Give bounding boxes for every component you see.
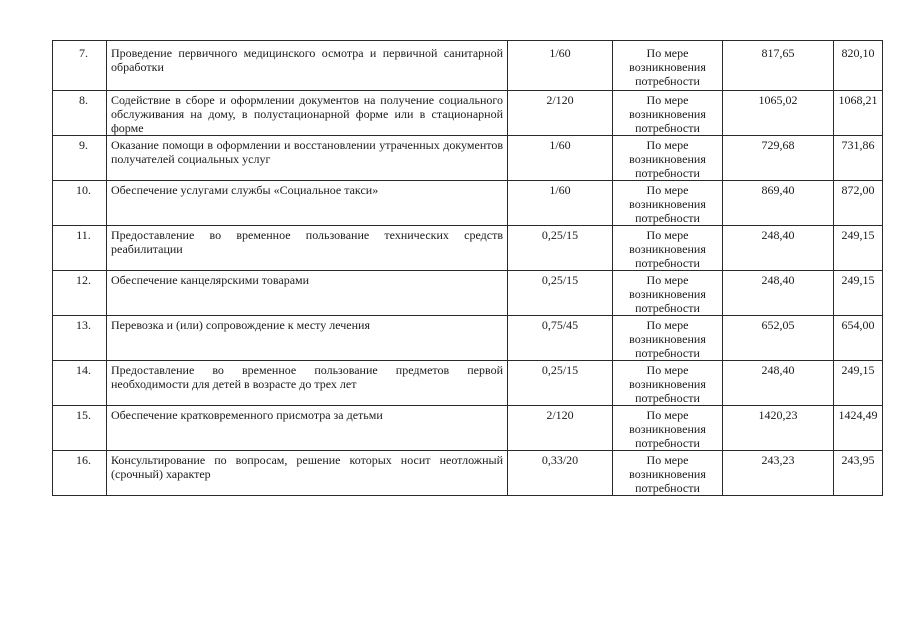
service-periodicity: По мере возникновения потребности [613,451,723,496]
tariff-price-2: 654,00 [834,316,883,361]
time-norm: 1/60 [508,41,613,91]
table-row [53,226,883,271]
service-name: Перевозка и (или) сопровождение к месту лечения [107,316,508,361]
service-periodicity: По мере возникновения потребности [613,361,723,406]
row-number: 13. [53,316,107,361]
row-number: 12. [53,271,107,316]
tariff-price-2: 249,15 [834,271,883,316]
tariff-price-1: 1420,23 [723,406,834,451]
table-row [53,361,883,406]
time-norm: 0,25/15 [508,271,613,316]
service-name: Предоставление во временное пользование предметов первой необходимости для детей в возрасте до трех лет [107,361,508,406]
tariff-price-1: 869,40 [723,181,834,226]
time-norm: 0,25/15 [508,361,613,406]
tariff-price-1: 1065,02 [723,91,834,136]
tariff-price-1: 248,40 [723,226,834,271]
service-name: Предоставление во временное пользование технических средств реабилитации [107,226,508,271]
service-name: Консультирование по вопросам, решение которых носит неотложный (срочный) характер [107,451,508,496]
tariff-price-2: 1424,49 [834,406,883,451]
row-number: 7. [53,41,107,91]
row-number: 9. [53,136,107,181]
tariff-price-1: 248,40 [723,361,834,406]
tariff-price-2: 249,15 [834,226,883,271]
tariff-price-1: 817,65 [723,41,834,91]
table-row [53,316,883,361]
tariff-price-2: 1068,21 [834,91,883,136]
row-number: 8. [53,91,107,136]
time-norm: 2/120 [508,91,613,136]
tariff-price-1: 248,40 [723,271,834,316]
table-row [53,41,883,91]
row-number: 11. [53,226,107,271]
service-periodicity: По мере возникновения потребности [613,226,723,271]
service-name: Проведение первичного медицинского осмотра и первичной санитарной обработки [107,41,508,91]
services-tariff-table [52,40,883,496]
tariff-price-2: 243,95 [834,451,883,496]
service-name: Содействие в сборе и оформлении документов на получение социального обслуживания на дому, в полустационарной форме или в стационарной форме [107,91,508,136]
service-periodicity: По мере возникновения потребности [613,91,723,136]
row-number: 15. [53,406,107,451]
table-row [53,91,883,136]
tariff-price-1: 729,68 [723,136,834,181]
table-row [53,271,883,316]
service-periodicity: По мере возникновения потребности [613,316,723,361]
service-name: Обеспечение кратковременного присмотра за детьми [107,406,508,451]
row-number: 16. [53,451,107,496]
service-periodicity: По мере возникновения потребности [613,181,723,226]
tariff-price-2: 249,15 [834,361,883,406]
time-norm: 1/60 [508,136,613,181]
time-norm: 2/120 [508,406,613,451]
time-norm: 0,75/45 [508,316,613,361]
service-name: Обеспечение канцелярскими товарами [107,271,508,316]
service-periodicity: По мере возникновения потребности [613,136,723,181]
tariff-price-2: 731,86 [834,136,883,181]
row-number: 10. [53,181,107,226]
service-periodicity: По мере возникновения потребности [613,406,723,451]
service-periodicity: По мере возникновения потребности [613,41,723,91]
tariff-price-1: 652,05 [723,316,834,361]
tariff-price-1: 243,23 [723,451,834,496]
table-body [53,41,883,496]
table-row [53,181,883,226]
time-norm: 0,25/15 [508,226,613,271]
tariff-price-2: 872,00 [834,181,883,226]
service-name: Оказание помощи в оформлении и восстановлении утраченных документов получателей социальных услуг [107,136,508,181]
service-periodicity: По мере возникновения потребности [613,271,723,316]
table-row [53,406,883,451]
table-row [53,451,883,496]
row-number: 14. [53,361,107,406]
tariff-price-2: 820,10 [834,41,883,91]
time-norm: 0,33/20 [508,451,613,496]
service-name: Обеспечение услугами службы «Социальное такси» [107,181,508,226]
time-norm: 1/60 [508,181,613,226]
table-row [53,136,883,181]
